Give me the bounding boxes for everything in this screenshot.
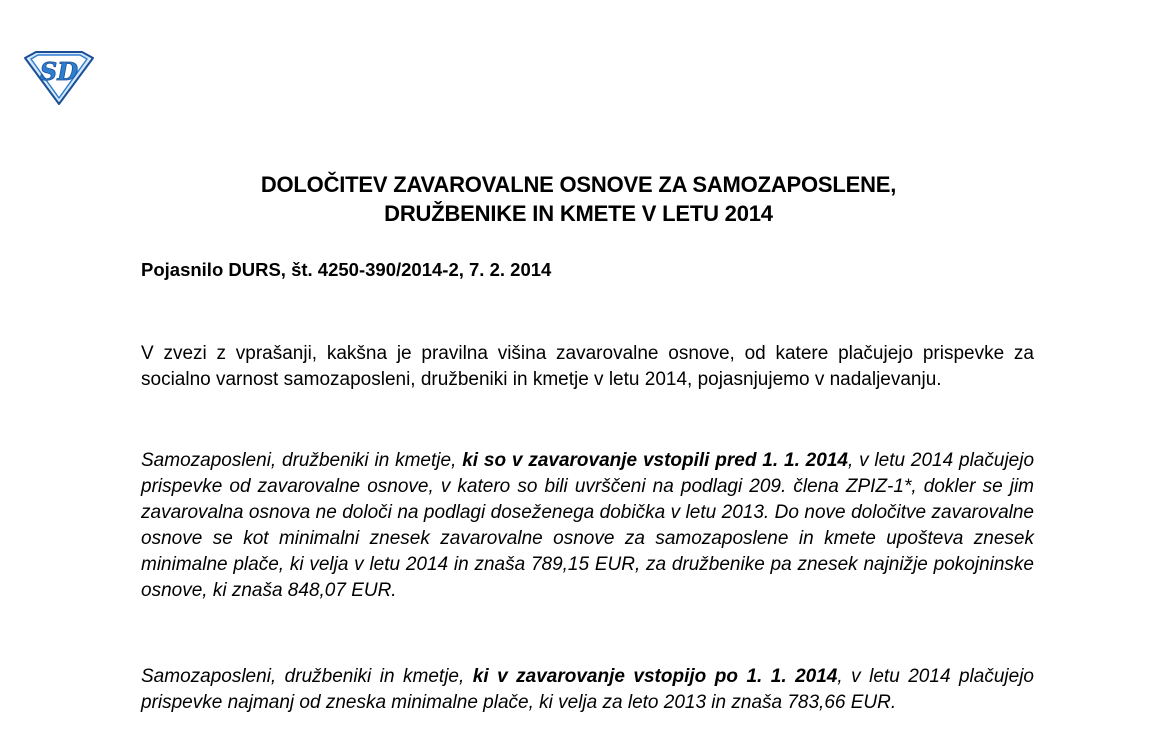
document-title-line-1: DOLOČITEV ZAVAROVALNE OSNOVE ZA SAMOZAPOSLENE,: [260, 172, 897, 197]
paragraph-before-2014-rest: , v letu 2014 plačujejo prispevke od zavarovalne osnove, v katero so bili uvrščeni na podlagi 209. člena ZPIZ-1*, dokler se jim zavarovalna osnova ne določi na podlagi doseženega dobička v letu 2013. Do nove določitve zavarovalne osnove se kot minimalni znesek zavarovalne osnove za samozaposlene in kmete upošteva znesek minimalne plače, ki velja v letu 2014 in znaša 789,15 EUR, za družbenike pa znesek najnižje pokojninske osnove, ki znaša 848,07 EUR.: [141, 450, 1035, 601]
paragraph-before-2014: [141, 448, 1034, 604]
paragraph-after-2014: [141, 664, 1034, 716]
paragraph-before-2014-lead: Samozaposleni, družbeniki in kmetje,: [141, 450, 463, 471]
paragraph-intro: V zvezi z vprašanji, kakšna je pravilna višina zavarovalne osnove, od katere plačujejo prispevke za socialno varnost samozaposleni, družbeniki in kmetje v letu 2014, pojasnjujemo v nadaljevanju.: [141, 343, 1034, 390]
logo-monogram: SD: [39, 57, 79, 86]
paragraph-after-2014-rest: , v letu 2014 plačujejo prispevke najmanj od zneska minimalne plače, ki velja za leto 2013 in znaša 783,66 EUR.: [141, 666, 1034, 713]
sd-logo: [22, 50, 96, 106]
paragraph-after-2014-lead: Samozaposleni, družbeniki in kmetje,: [141, 666, 473, 687]
paragraph-before-2014-emphasis: ki so v zavarovanje vstopili pred 1. 1. 2014: [462, 450, 848, 471]
paragraph-after-2014-emphasis: ki v zavarovanje vstopijo po 1. 1. 2014: [472, 666, 838, 687]
document-reference: Pojasnilo DURS, št. 4250-390/2014-2, 7. 2. 2014: [141, 259, 552, 280]
document-title-line-2: DRUŽBENIKE IN KMETE V LETU 2014: [384, 201, 773, 226]
